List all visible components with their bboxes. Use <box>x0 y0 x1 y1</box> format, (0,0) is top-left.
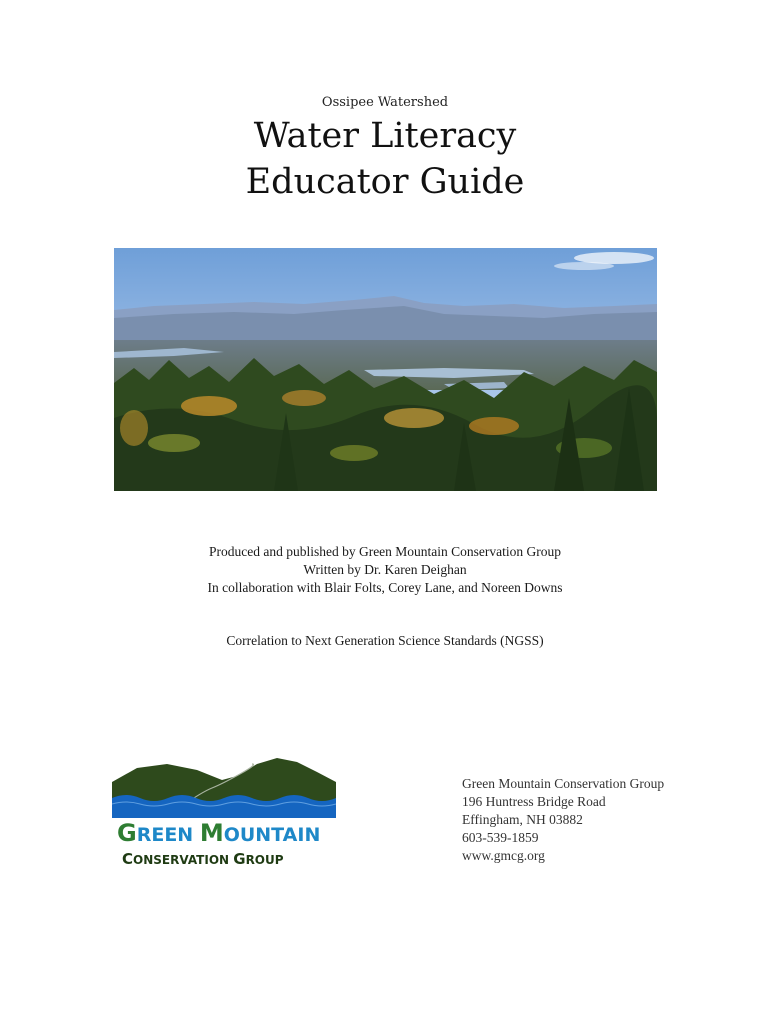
logo-word-reen: REEN <box>136 824 200 846</box>
logo-letter-m: M <box>199 819 224 847</box>
logo-letter-g: G <box>117 819 137 847</box>
credit-collaborators: In collaboration with Blair Folts, Corey Lane, and Noreen Downs <box>207 580 563 595</box>
contact-street: 196 Huntress Bridge Road <box>462 794 606 809</box>
ngss-correlation: Correlation to Next Generation Science Standards (NGSS) <box>226 633 544 648</box>
cover-photo <box>114 248 657 491</box>
credit-publisher: Produced and published by Green Mountain Conservation Group <box>208 544 562 559</box>
logo-letter-g2: G <box>233 850 246 868</box>
logo-letter-c: C <box>122 850 134 868</box>
credits-block <box>0 543 770 597</box>
logo-word-onservation: ONSERVATION <box>133 853 234 867</box>
contact-org: Green Mountain Conservation Group <box>462 776 665 791</box>
contact-city: Effingham, NH 03882 <box>462 812 583 827</box>
svg-text:GREEN MOUNTAIN <box>117 819 320 847</box>
title-line-1: Water Literacy <box>253 116 517 156</box>
contact-block <box>462 775 664 865</box>
contact-website[interactable]: www.gmcg.org <box>462 848 545 863</box>
title-line-2: Educator Guide <box>245 162 525 202</box>
contact-phone: 603-539-1859 <box>462 830 539 845</box>
document-title <box>0 113 770 205</box>
document-supertitle: Ossipee Watershed <box>321 95 449 110</box>
logo-word-ountain: OUNTAIN <box>223 824 321 846</box>
credit-author: Written by Dr. Karen Deighan <box>303 562 467 577</box>
logo-word-roup: ROUP <box>245 853 284 867</box>
svg-text:CONSERVATION GROUP <box>122 850 284 868</box>
gmcg-logo <box>112 758 336 870</box>
